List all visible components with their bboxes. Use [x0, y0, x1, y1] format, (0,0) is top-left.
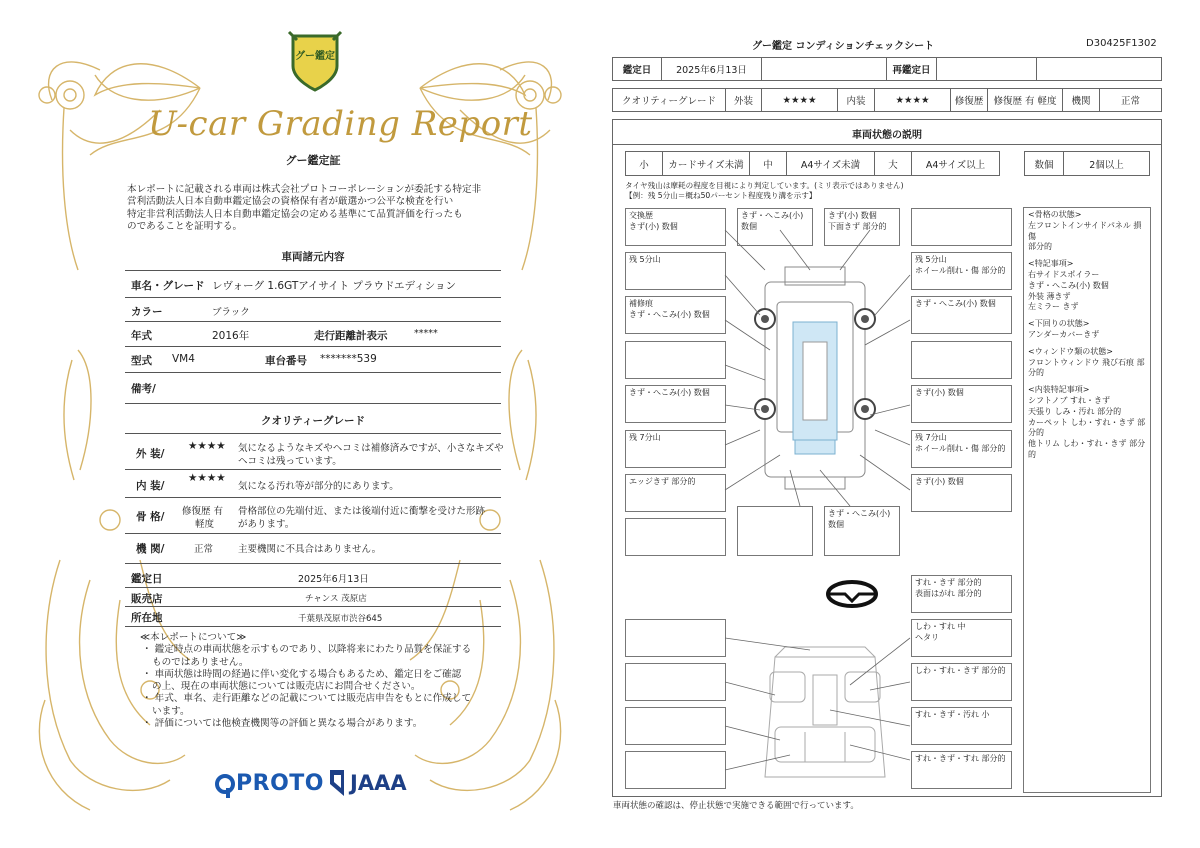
note-text: 他トリム しわ・すれ・きず 部分的 [1028, 439, 1146, 459]
note-text: 下面きず 部分的 [828, 221, 887, 231]
exterior-label: 外 装/ [136, 448, 165, 460]
appraisal-date-label: 鑑定日 [131, 573, 163, 585]
report-title: U-car Grading Report [148, 104, 533, 144]
repair-history-label: 修復歴 [950, 88, 988, 112]
exterior-desc-2: ヘコミは残っています。 [238, 456, 342, 467]
note-text: <特記事項> [1028, 259, 1074, 269]
engine-desc: 主要機関に不具合はありません。 [238, 544, 382, 555]
interior-leader-lines [720, 630, 1020, 790]
note-text: <骨格の状態> [1028, 210, 1082, 219]
note-text: 残 5分山 [915, 255, 947, 264]
note-text: 交換歴 [629, 211, 653, 220]
note-box-fender-left [625, 296, 726, 334]
note-text: 外装 薄きず [1028, 291, 1071, 301]
note-box-interior-l1 [625, 619, 726, 657]
note-text: 左ミラー きず [1028, 302, 1079, 312]
note-text: きず・へこみ(小) 数個 [741, 211, 804, 231]
steering-wheel-icon [825, 579, 879, 609]
note-text: 右サイドスポイラー [1028, 269, 1100, 279]
note-text: 天張り しみ・汚れ 部分的 [1028, 406, 1122, 416]
size-large-desc: A4サイズ以上 [911, 151, 1000, 176]
engine-value: 正常 [1099, 88, 1162, 112]
document-id: D30425F1302 [1086, 38, 1157, 49]
certificate-statement [127, 184, 499, 234]
chassis-label: 車台番号 [265, 355, 307, 367]
note-text: きず(小) 数個 [915, 477, 964, 486]
leader-lines [720, 230, 1020, 530]
divider [125, 533, 501, 534]
note-box-rear-left [625, 518, 726, 556]
note-text: 残 7分山 [915, 433, 947, 442]
jaaa-logo-icon [328, 770, 346, 796]
note-box-door-front-left [625, 341, 726, 379]
frame-label: 骨 格/ [136, 511, 165, 523]
note-text: フロントウィンドウ 飛び石痕 部分的 [1028, 357, 1145, 378]
note-text: すれ・きず・すれ 部分的 [915, 754, 1006, 763]
note-box-steering [911, 575, 1012, 613]
statement-line: 特定非営利活動法人日本自動車鑑定協会の定める基準にて品質評価を行ったも [127, 208, 463, 220]
note-text: ホイール削れ・傷 部分的 [915, 443, 1006, 453]
note-line: ・ 評価については他検査機関等の評価と異なる場合があります。 [142, 717, 423, 729]
note-text: ホイール削れ・傷 部分的 [915, 265, 1006, 275]
note-box-interior-l4 [625, 751, 726, 789]
engine-label: 機 関/ [136, 543, 165, 555]
exterior-stars: ★★★★ [188, 440, 226, 452]
note-text: きず・へこみ(小) 数個 [828, 509, 891, 529]
note-text: <ウィンドウ類の状態> [1028, 346, 1113, 356]
note-text: しわ・すれ 中 [915, 622, 966, 631]
emblem-text: グー鑑定 [295, 51, 335, 62]
dealer-label: 販売店 [131, 593, 163, 605]
repair-history-value: 修復歴 有 軽度 [987, 88, 1063, 112]
location-label: 所在地 [131, 612, 163, 624]
dealer-value: チャンス 茂原店 [305, 594, 367, 604]
note-group-special [1028, 259, 1146, 313]
note-text: きず(小) 数個 [915, 388, 964, 397]
engine-value: 正常 [194, 544, 214, 555]
note-text: きず(小) 数個 [828, 211, 877, 220]
note-box-front-left [625, 208, 726, 246]
note-text: 表面はがれ 部分的 [915, 588, 982, 598]
statement-line: 本レポートに記載される車両は株式会社プロトコーポレーションが委託する特定非 [127, 184, 482, 195]
note-text: カーペット しわ・すれ・きず 部分的 [1028, 417, 1146, 438]
divider [125, 469, 501, 470]
specs-heading: 車両諸元内容 [281, 251, 345, 263]
note-text: すれ・きず・汚れ 小 [915, 710, 990, 719]
proto-logo-icon [216, 774, 236, 798]
note-box-interior-l2 [625, 663, 726, 701]
count-desc: 2個以上 [1063, 151, 1150, 176]
size-mid-desc: A4サイズ未満 [786, 151, 875, 176]
date-label: 鑑定日 [612, 57, 662, 81]
note-text: 補修痕 [629, 299, 653, 308]
note-group-frame [1028, 210, 1146, 253]
note-text: アンダーカバーきず [1028, 329, 1100, 339]
note-box-door-rear-left [625, 385, 726, 423]
color-value: ブラック [212, 307, 250, 318]
note-text: <内装特記事項> [1028, 385, 1090, 395]
goo-appraisal-emblem [287, 30, 343, 92]
interior-desc: 気になる汚れ等が部分的にあります。 [238, 481, 399, 492]
note-box-quarter-left [625, 474, 726, 512]
divider [125, 587, 501, 588]
note-text: エッジきず 部分的 [629, 477, 696, 486]
appraisal-date-value: 2025年6月13日 [298, 574, 369, 585]
frame-value: 修復歴 有 [182, 506, 224, 517]
reappraisal-value [936, 57, 1037, 81]
empty-cell [1036, 57, 1162, 81]
tire-note-2: 【例：残 5分山＝概ね50パーセント程度残り溝を示す】 [625, 191, 817, 200]
note-group-underbody [1028, 319, 1146, 341]
divider [125, 626, 501, 627]
note-text: きず・へこみ(小) 数個 [629, 388, 710, 397]
note-text: 残 5分山 [629, 255, 661, 264]
note-line: います。 [152, 705, 190, 717]
note-text: <下回りの状態> [1028, 319, 1090, 329]
interior-label: 内装 [837, 88, 875, 112]
sheet-footer: 車両状態の確認は、停止状態で実施できる範囲で行っています。 [613, 801, 859, 811]
size-large-label: 大 [874, 151, 912, 176]
tire-note-1: タイヤ残山は摩耗の程度を目視により判定しています。(ミリ表示ではありません) [625, 181, 904, 190]
quality-grade-label: クオリティーグレード [612, 88, 726, 112]
empty-cell [761, 57, 887, 81]
special-notes-panel [1023, 207, 1151, 793]
divider [125, 297, 501, 298]
divider [125, 270, 501, 271]
interior-stars: ★★★★ [188, 472, 226, 484]
note-text: 左フロントインサイドパネル 損傷 [1028, 220, 1142, 241]
note-line: の上、現在の車両状態については販売店にお問合せください。 [152, 681, 421, 693]
note-box-interior-l3 [625, 707, 726, 745]
report-notes [140, 632, 490, 730]
note-text: きず(小) 数個 [629, 221, 678, 231]
sheet-title: グー鑑定 コンディションチェックシート [752, 41, 935, 52]
proto-logo: PROTO [236, 771, 324, 796]
note-text: きず・へこみ(小) 数個 [629, 309, 710, 319]
type-label: 型式 [131, 355, 152, 367]
note-text: きず・へこみ(小) 数個 [915, 299, 996, 308]
note-box-tire-front-left [625, 252, 726, 290]
mileage-label: 走行距離計表示 [314, 330, 388, 342]
interior-label: 内 装/ [136, 480, 165, 492]
model-label: 車名・グレード [131, 280, 205, 292]
size-small-label: 小 [625, 151, 663, 176]
note-line: ものではありません。 [152, 656, 249, 668]
note-text: すれ・きず 部分的 [915, 578, 982, 587]
exterior-stars: ★★★★ [761, 88, 838, 112]
note-group-interior [1028, 385, 1146, 461]
size-small-desc: カードサイズ未満 [662, 151, 750, 176]
certificate-heading: グー鑑定証 [285, 154, 341, 167]
note-text: きず・へこみ(小) 数個 [1028, 280, 1109, 290]
count-label: 数個 [1024, 151, 1064, 176]
note-text: シフトノブ すれ・きず [1028, 395, 1111, 405]
divider [125, 403, 501, 404]
divider [125, 372, 501, 373]
divider [125, 433, 501, 434]
note-text: 部分的 [1028, 242, 1052, 252]
divider [125, 497, 501, 498]
date-value: 2025年6月13日 [661, 57, 762, 81]
frame-desc-2: があります。 [238, 519, 295, 530]
frame-value-2: 軽度 [195, 519, 215, 530]
divider [125, 606, 501, 607]
year-value: 2016年 [212, 330, 250, 342]
divider [125, 563, 501, 564]
divider [125, 346, 501, 347]
exterior-desc-1: 気になるようなキズやヘコミは補修済みですが、小さなキズや [238, 443, 504, 454]
frame-desc-1: 骨格部位の先端付近、または後端付近に衝撃を受けた形跡 [238, 506, 486, 517]
mileage-value: ***** [414, 328, 438, 339]
jaaa-logo: JAAA [350, 771, 407, 795]
condition-heading: 車両状態の説明 [852, 130, 922, 141]
remarks-label: 備考/ [131, 383, 156, 395]
statement-line: 営利活動法人日本自動車鑑定協会の資格保有者が厳選かつ公平な検査を行い [127, 196, 454, 208]
note-line: ・ 鑑定時点の車両状態を示すものであり、以降将来にわたり品質を保証する [142, 644, 472, 656]
exterior-label: 外装 [725, 88, 762, 112]
notes-heading: ≪本レポートについて≫ [140, 632, 247, 643]
interior-stars: ★★★★ [874, 88, 951, 112]
note-line: ・ 年式、車名、走行距離などの記載については販売店申告をもとに作成して [142, 693, 472, 705]
color-label: カラー [131, 306, 163, 318]
note-text: 残 7分山 [629, 433, 661, 442]
statement-line: のであることを証明する。 [127, 221, 243, 233]
year-label: 年式 [131, 330, 152, 342]
chassis-value: *******539 [320, 353, 377, 365]
model-value: レヴォーグ 1.6GTアイサイト プラウドエディション [212, 280, 456, 292]
note-box-tire-rear-left [625, 430, 726, 468]
reappraisal-label: 再鑑定日 [886, 57, 937, 81]
divider [125, 321, 501, 322]
quality-heading: クオリティーグレード [261, 415, 365, 427]
type-value: VM4 [172, 353, 195, 365]
note-line: ・ 車両状態は時間の経過に伴い変化する場合もあるため、鑑定日をご確認 [142, 668, 462, 680]
note-text: ヘタリ [915, 632, 939, 642]
location-value: 千葉県茂原市渋谷645 [298, 614, 383, 624]
engine-label: 機関 [1062, 88, 1100, 112]
note-text: しわ・すれ・きず 部分的 [915, 666, 1006, 675]
note-group-windows [1028, 347, 1146, 379]
size-mid-label: 中 [749, 151, 787, 176]
